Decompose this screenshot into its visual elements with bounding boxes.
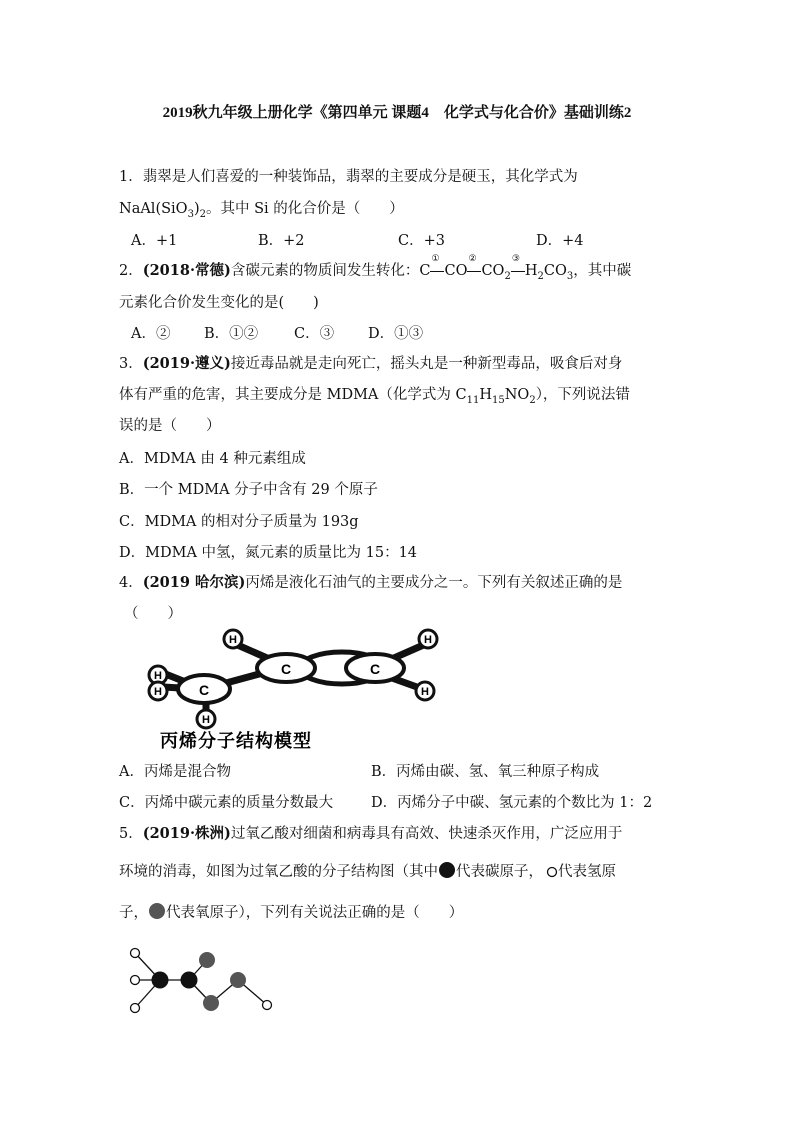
q1-option-b: B．+2: [258, 233, 305, 249]
q3-option-c: C．MDMA 的相对分子质量为 193g: [119, 514, 359, 530]
q5-text-line2: 环境的消毒，如图为过氧乙酸的分子结构图（其中 代表碳原子， 代表氢原: [119, 858, 616, 881]
atom-label: H: [421, 686, 429, 698]
q2-text-line2: 元素化合价发生变化的是( ): [119, 295, 319, 311]
carbon-legend-icon: [438, 861, 456, 879]
atom-label: H: [229, 634, 237, 646]
page-title: 2019秋九年级上册化学《第四单元 课题4 化学式与化合价》基础训练2: [162, 105, 632, 121]
carbon-atom: [152, 972, 169, 989]
oxygen-atom: [203, 995, 219, 1011]
q3-option-a: A．MDMA 由 4 种元素组成: [119, 451, 306, 467]
hydrogen-legend-icon: [546, 866, 558, 878]
q1-formula-line: $NaAl(SiO_3)_2$。其中 Si 的化合价是（ ）: [119, 201, 404, 220]
peracetic-acid-structure-figure: [125, 945, 275, 1017]
q1-option-c: C．+3: [398, 233, 445, 249]
q4-text: 4．(2019 哈尔滨)丙烯是液化石油气的主要成分之一。下列有关叙述正确的是: [119, 574, 623, 591]
q2-option-a: A．②: [131, 326, 171, 342]
q3-source: (2019·遵义): [142, 355, 231, 372]
oxygen-atom: [230, 972, 246, 988]
q3-option-d: D．MDMA 中氢，氮元素的质量比为 15：14: [119, 545, 418, 561]
q4-source: (2019 哈尔滨): [142, 574, 246, 591]
atom-label: C: [198, 682, 210, 698]
propene-structure-figure: [138, 625, 458, 751]
q1-text: 1．翡翠是人们喜爱的一种装饰品，翡翠的主要成分是硬玉，其化学式为: [119, 169, 578, 185]
q3-text-line3: 误的是（ ）: [119, 418, 221, 434]
atom-label: H: [154, 686, 162, 698]
atom-label: C: [369, 661, 381, 677]
q2-option-d: D．①③: [368, 326, 424, 342]
q5-text-line3: 子， 代表氧原子），下列有关说法正确的是（ ）: [119, 899, 463, 922]
q4-option-c: C．丙烯中碳元素的质量分数最大: [119, 795, 334, 811]
q4-option-a: A．丙烯是混合物: [119, 764, 231, 780]
atom-label: C: [280, 661, 292, 677]
oxygen-atom: [199, 952, 215, 968]
oxygen-legend-icon: [148, 902, 166, 920]
q5-text: 5．(2019·株洲)过氧乙酸对细菌和病毒具有高效、快速杀灭作用，广泛应用于: [119, 825, 623, 842]
arrow-2: ②: [467, 263, 481, 279]
arrow-1: ①: [430, 263, 444, 279]
atom-label: H: [202, 714, 210, 726]
atom-label: H: [424, 634, 432, 646]
figure-caption: 丙烯分子结构模型: [160, 731, 312, 751]
atom-label: H: [154, 670, 162, 682]
q2-option-c: C．③: [294, 326, 335, 342]
q4-text-line2: （ ）: [124, 606, 182, 622]
arrow-3: ③: [511, 263, 525, 279]
carbon-atom: [181, 972, 198, 989]
q1-option-a: A．+1: [131, 233, 178, 249]
hydrogen-atom: [263, 1001, 272, 1010]
q3-option-b: B．一个 MDMA 分子中含有 29 个原子: [119, 482, 378, 498]
hydrogen-atom: [131, 976, 140, 985]
hydrogen-atom: [131, 1004, 140, 1013]
q2-text: 2．(2018·常德)含碳元素的物质间发生转化：C ① CO ② $CO_2$ ③ $H_2CO_3$，其中碳: [119, 254, 632, 282]
q2-option-b: B．①②: [204, 326, 259, 342]
q5-source: (2019·株洲): [142, 825, 231, 842]
hydrogen-atom: [131, 949, 140, 958]
q2-source: (2018·常德): [142, 262, 231, 279]
q3-text-line2: 体有严重的危害，其主要成分是 MDMA（化学式为 $C_{11}H_{15}NO_2$），下列说法错: [119, 387, 630, 406]
q1-option-d: D．+4: [536, 233, 584, 249]
q4-option-d: D．丙烯分子中碳、氢元素的个数比为 1：2: [371, 795, 653, 811]
q3-text: 3．(2019·遵义)接近毒品就是走向死亡，摇头丸是一种新型毒品，吸食后对身: [119, 355, 623, 372]
q4-option-b: B．丙烯由碳、氢、氧三种原子构成: [371, 764, 600, 780]
